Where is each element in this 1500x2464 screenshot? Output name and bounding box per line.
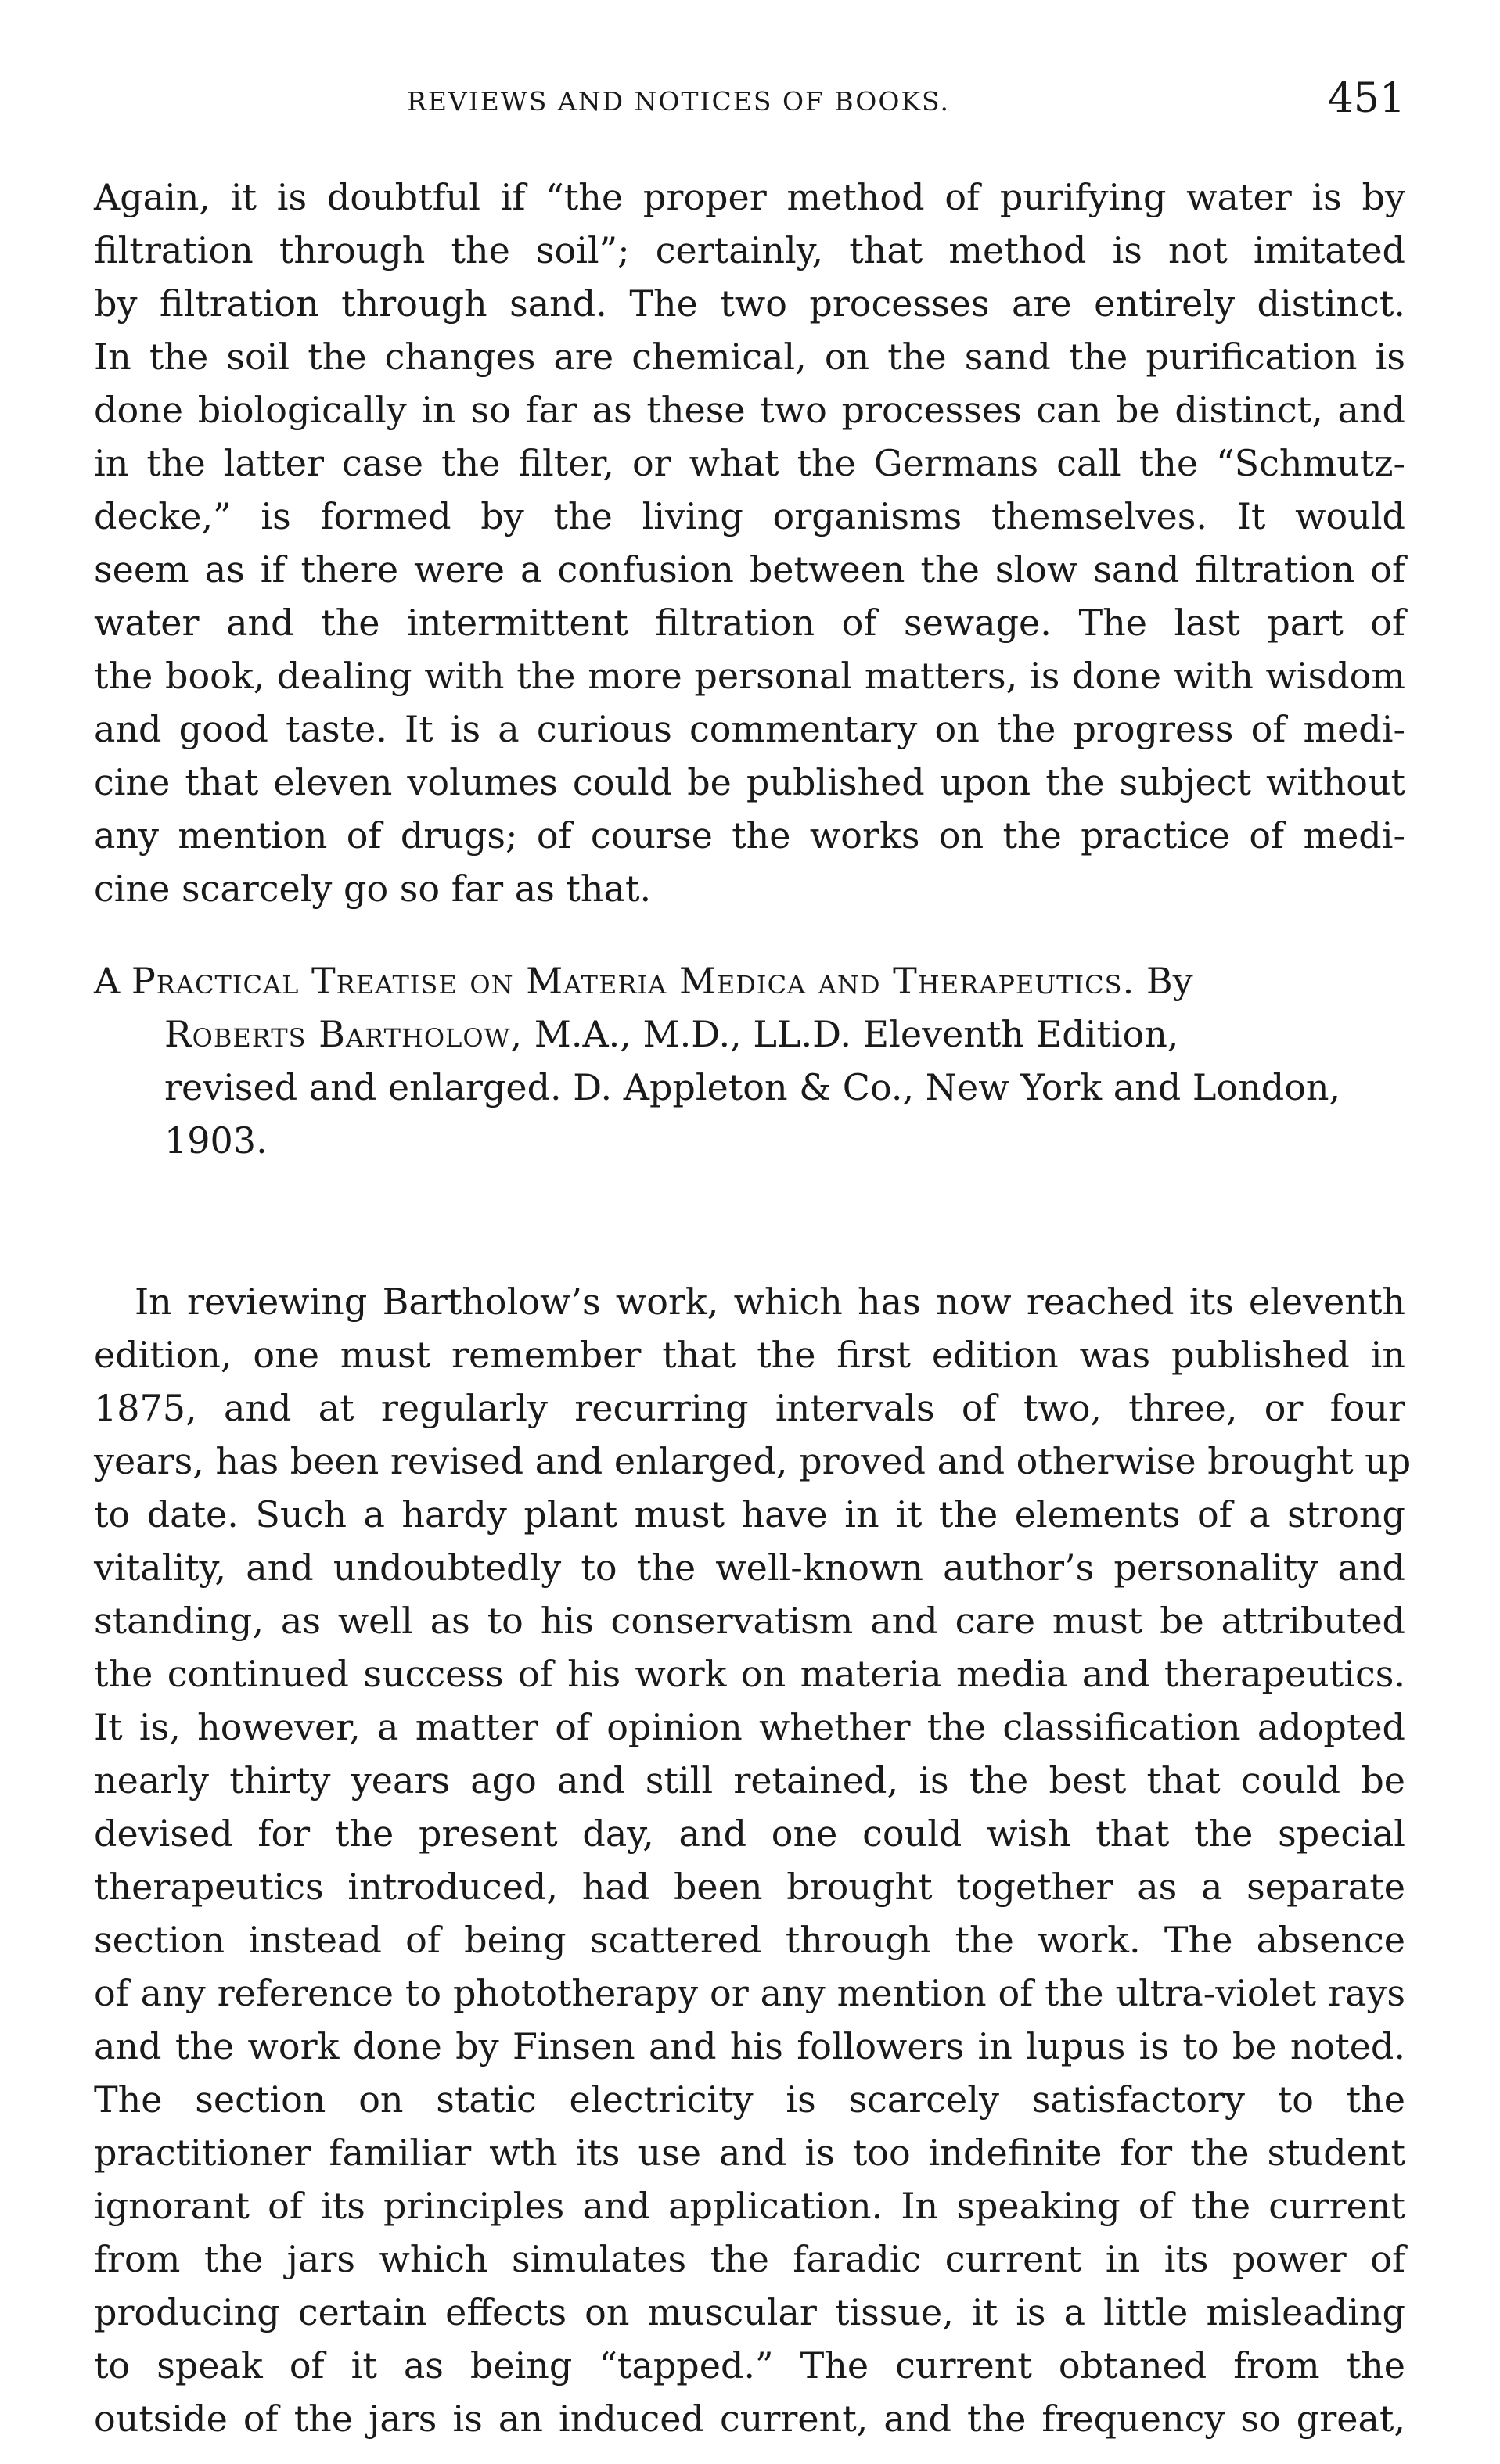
paragraph-bartholow-review	[94, 1275, 1412, 2445]
text-line: decke,” is formed by the living organisms themselves. It would	[94, 495, 1405, 537]
text-line: practitioner familiar wth its use and is too indefinite for the student	[94, 2132, 1405, 2174]
text-line: by filtration through sand. The two processes are entirely distinct.	[94, 282, 1405, 325]
text-line: producing certain effects on muscular tissue, it is a little misleading	[94, 2291, 1405, 2333]
citation-line-1	[94, 954, 1405, 1008]
book-author: Roberts Bartholow,	[164, 1013, 523, 1055]
paragraph-water-filtration	[94, 171, 1405, 915]
text-line: nearly thirty years ago and still retained, is the best that could be	[94, 1759, 1405, 1801]
text-line: devised for the present day, and one could wish that the special	[94, 1812, 1405, 1855]
text-line: filtration through the soil”; certainly, that method is not imitated	[94, 229, 1405, 271]
text-line: any mention of drugs; of course the works on the practice of medi-	[94, 814, 1405, 857]
text-line: standing, as well as to his conservatism and care must be attributed	[94, 1600, 1405, 1642]
text-line: the continued success of his work on materia media and therapeutics.	[94, 1653, 1405, 1695]
text-line: in the latter case the filter, or what the Germans call the “Schmutz-	[94, 442, 1405, 484]
running-title: REVIEWS AND NOTICES OF BOOKS.	[407, 86, 950, 117]
text-line: edition, one must remember that the first edition was published in	[94, 1334, 1405, 1376]
text-line: cine scarcely go so far as that.	[94, 867, 652, 910]
text-line: from the jars which simulates the faradic current in its power of	[94, 2238, 1405, 2280]
book-citation-heading	[94, 954, 1405, 1167]
text-line: In the soil the changes are chemical, on the sand the purification is	[94, 336, 1405, 378]
text-line: section instead of being scattered through the work. The absence	[94, 1919, 1405, 1961]
text-line: to date. Such a hardy plant must have in it the elements of a strong	[94, 1493, 1405, 1536]
book-title: Practical Treatise on Materia Medica and Therapeutics.	[131, 960, 1135, 1002]
citation-lead: A	[94, 960, 121, 1002]
citation-line-2	[94, 1008, 1405, 1061]
citation-by: By	[1146, 960, 1193, 1002]
page-number: 451	[1327, 75, 1405, 122]
citation-line-3: revised and enlarged. D. Appleton & Co., New York and London,	[164, 1066, 1341, 1108]
text-line: seem as if there were a confusion between the slow sand filtration of	[94, 548, 1405, 591]
text-line: done biologically in so far as these two processes can be distinct, and	[94, 389, 1405, 431]
text-line: water and the intermittent filtration of sewage. The last part of	[94, 602, 1405, 644]
running-head	[94, 75, 1405, 130]
text-line: therapeutics introduced, had been brought together as a separate	[94, 1866, 1405, 1908]
text-line: The section on static electricity is scarcely satisfactory to the	[94, 2078, 1405, 2121]
text-line: and the work done by Finsen and his followers in lupus is to be noted.	[94, 2025, 1405, 2067]
author-degrees-edition: M.A., M.D., LL.D. Eleventh Edition,	[534, 1013, 1179, 1055]
text-line: years, has been revised and enlarged, proved and otherwise brought up	[94, 1440, 1412, 1482]
text-line: It is, however, a matter of opinion whether the classification adopted	[94, 1706, 1405, 1748]
text-line: ignorant of its principles and application. In speaking of the current	[94, 2185, 1405, 2227]
text-line: of any reference to phototherapy or any mention of the ultra-violet rays	[94, 1972, 1405, 2014]
text-line: vitality, and undoubtedly to the well-known author’s personality and	[94, 1546, 1405, 1589]
text-line: the book, dealing with the more personal matters, is done with wisdom	[94, 655, 1405, 697]
text-line: Again, it is doubtful if “the proper method of purifying water is by	[94, 176, 1405, 218]
text-line: 1875, and at regularly recurring intervals of two, three, or four	[94, 1387, 1405, 1429]
text-line: cine that eleven volumes could be published upon the subject without	[94, 761, 1405, 803]
text-line: In reviewing Bartholow’s work, which has now reached its eleventh	[135, 1280, 1405, 1323]
text-line: to speak of it as being “tapped.” The current obtaned from the	[94, 2344, 1405, 2387]
text-line: and good taste. It is a curious commentary on the progress of medi-	[94, 708, 1405, 750]
text-line: outside of the jars is an induced current, and the frequency so great,	[94, 2398, 1405, 2440]
citation-line-4: 1903.	[164, 1119, 268, 1162]
